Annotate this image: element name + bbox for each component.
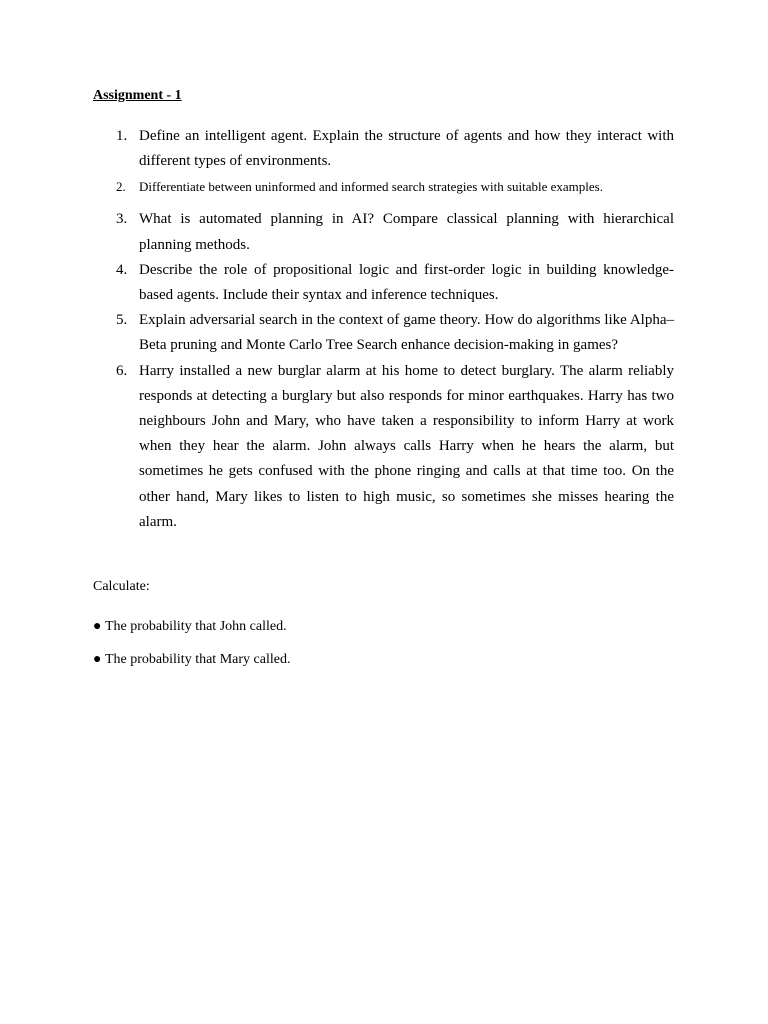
bullet-item-mary bbox=[93, 651, 290, 669]
question-text: Harry installed a new burglar alarm at his home to detect burglary. The alarm reliably responds at detecting a burglary but also responds for minor earthquakes. Harry has two neighbours John and Mary, who have taken a responsibility to inform Harry at work when they hear the alarm. John always calls Harry when he hears the alarm, but sometimes he gets confused with the phone ringing and calls at that time too. On the other hand, Mary likes to listen to high music, so sometimes she misses hearing the alarm. bbox=[139, 362, 674, 530]
question-number: 5. bbox=[116, 312, 128, 329]
question-item-5 bbox=[0, 308, 768, 358]
question-text: Describe the role of propositional logic and first-order logic in building knowledge-based agents. Include their syntax and inference techniques. bbox=[139, 261, 674, 304]
question-number: 6. bbox=[116, 362, 128, 379]
question-text: Define an intelligent agent. Explain the structure of agents and how they interact with different types of environments. bbox=[139, 128, 674, 170]
question-text: Explain adversarial search in the context of game theory. How do algorithms like Alpha–Beta pruning and Monte Carlo Tree Search enhance decision-making in games? bbox=[139, 312, 674, 354]
question-text: Differentiate between uninformed and informed search strategies with suitable examples. bbox=[139, 179, 603, 195]
bullet-text: The probability that Mary called. bbox=[105, 652, 291, 667]
bullet-dot-icon: ● bbox=[93, 619, 102, 634]
bullet-text: The probability that John called. bbox=[105, 619, 287, 634]
calculate-label: Calculate: bbox=[93, 579, 150, 594]
question-item-2 bbox=[0, 174, 768, 199]
question-item-6 bbox=[0, 359, 768, 535]
question-item-1 bbox=[0, 124, 768, 174]
question-number: 3. bbox=[116, 211, 128, 228]
question-number: 4. bbox=[116, 261, 128, 278]
question-number: 2. bbox=[116, 179, 126, 195]
question-item-3 bbox=[0, 207, 768, 257]
bullet-item-john bbox=[93, 618, 287, 636]
question-list bbox=[0, 124, 768, 535]
question-item-4 bbox=[0, 258, 768, 308]
assignment-title: Assignment - 1 bbox=[93, 88, 182, 103]
question-number: 1. bbox=[116, 128, 128, 144]
bullet-dot-icon: ● bbox=[93, 652, 102, 667]
question-text: What is automated planning in AI? Compare classical planning with hierarchical planning methods. bbox=[139, 211, 674, 253]
